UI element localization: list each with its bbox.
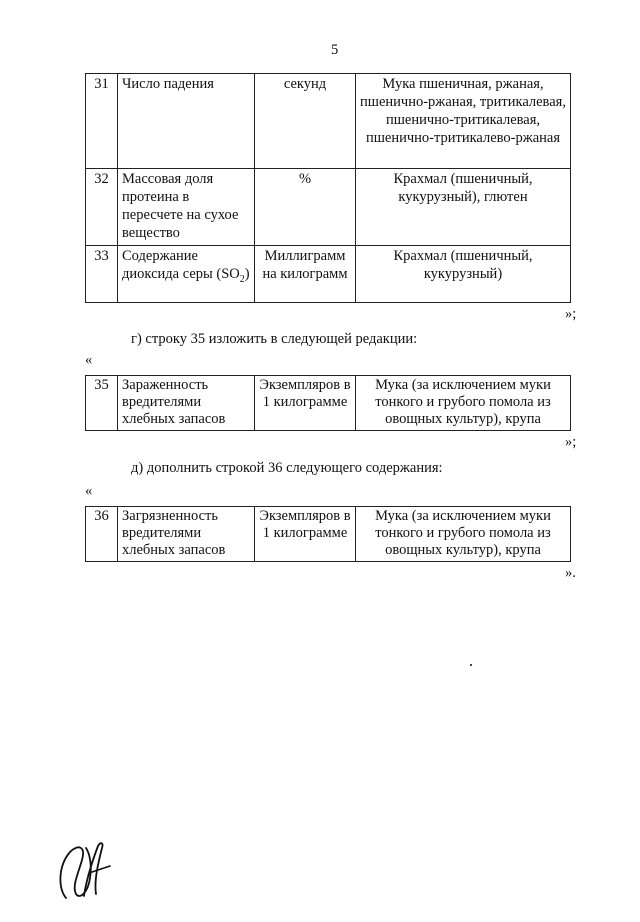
stray-dot bbox=[470, 664, 472, 666]
table-row bbox=[86, 376, 571, 431]
unit-of-measure: Экземпляров в 1 килограмме bbox=[255, 376, 356, 431]
table-row bbox=[86, 74, 571, 169]
table-row bbox=[86, 507, 571, 562]
closing-quote: »; bbox=[565, 434, 577, 450]
closing-quote: »; bbox=[565, 306, 577, 322]
indicator-name: Загрязненность вредителями хлебных запасов bbox=[118, 507, 255, 562]
product-type: Мука (за исключением муки тонкого и грубого помола из овощных культур), крупа bbox=[356, 376, 571, 431]
criteria-table bbox=[85, 73, 571, 303]
unit-of-measure: Экземпляров в 1 килограмме bbox=[255, 507, 356, 562]
product-type: Мука пшеничная, ржаная, пшенично-ржаная, тритикалевая, пшенично-тритикалевая, пшенично-тритикалево-ржаная bbox=[356, 74, 571, 169]
opening-quote: « bbox=[85, 483, 93, 499]
instruction-d: д) дополнить строкой 36 следующего содержания: bbox=[131, 460, 443, 476]
row-number: 32 bbox=[86, 169, 118, 246]
handwritten-initials-mark bbox=[52, 836, 114, 904]
row-35-table bbox=[85, 375, 571, 431]
row-number: 36 bbox=[86, 507, 118, 562]
opening-quote: « bbox=[85, 352, 93, 368]
closing-quote: ». bbox=[565, 565, 576, 581]
indicator-name: Зараженность вредителями хлебных запасов bbox=[118, 376, 255, 431]
instruction-g: г) строку 35 изложить в следующей редакции: bbox=[131, 331, 418, 347]
unit-of-measure: секунд bbox=[255, 74, 356, 169]
indicator-name: Содержание диоксида серы $(SO_2)$ bbox=[118, 246, 255, 303]
unit-of-measure: % bbox=[255, 169, 356, 246]
table-row bbox=[86, 246, 571, 303]
unit-of-measure: Миллиграмм на килограмм bbox=[255, 246, 356, 303]
row-36-table bbox=[85, 506, 571, 562]
page-number: 5 bbox=[331, 42, 339, 58]
product-type: Мука (за исключением муки тонкого и грубого помола из овощных культур), крупа bbox=[356, 507, 571, 562]
row-number: 33 bbox=[86, 246, 118, 303]
table-row bbox=[86, 169, 571, 246]
indicator-name: Массовая доля протеина в пересчете на сухое вещество bbox=[118, 169, 255, 246]
product-type: Крахмал (пшеничный, кукурузный) bbox=[356, 246, 571, 303]
indicator-name: Число падения bbox=[118, 74, 255, 169]
row-number: 35 bbox=[86, 376, 118, 431]
product-type: Крахмал (пшеничный, кукурузный), глютен bbox=[356, 169, 571, 246]
row-number: 31 bbox=[86, 74, 118, 169]
